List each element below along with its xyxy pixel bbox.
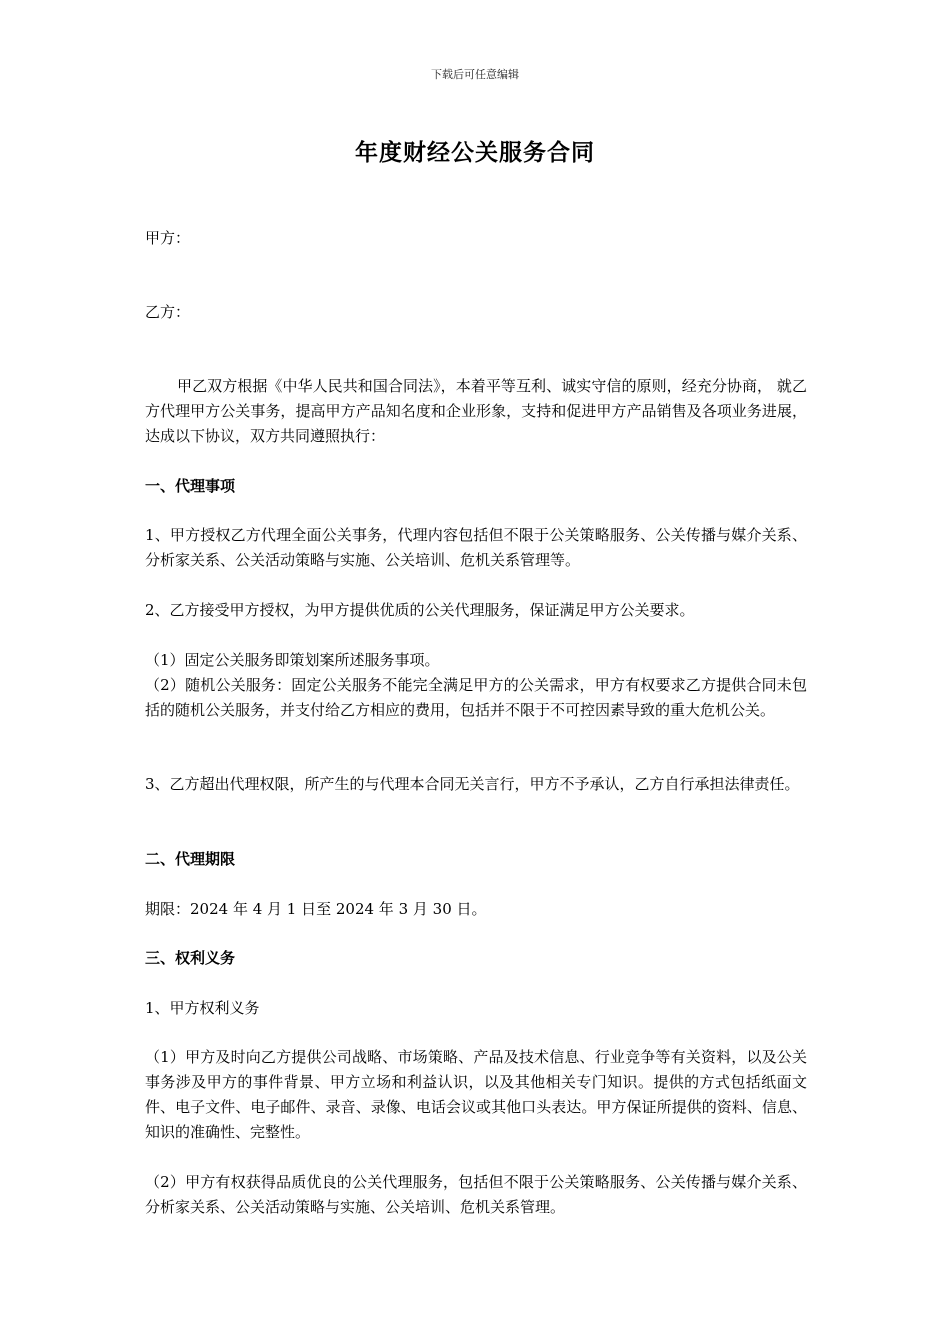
section-1-sub-2: （2）随机公关服务：固定公关服务不能完全满足甲方的公关需求，甲方有权要求乙方提供合同未包括的随机公关服务，并支付给乙方相应的费用，包括并不限于不可控因素导致的重大危机公关。: [145, 676, 807, 719]
section-1-heading: 一、代理事项: [145, 477, 236, 495]
section-1-sub-1: （1）固定公关服务即策划案所述服务事项。: [145, 651, 440, 669]
document-title: 年度财经公关服务合同: [355, 140, 595, 166]
section-1-item-2: 2、乙方接受甲方授权，为甲方提供优质的公关代理服务，保证满足甲方公关要求。: [145, 601, 695, 619]
party-b-line: 乙方：: [145, 303, 191, 321]
section-1-item-1: 1、甲方授权乙方代理全面公关事务，代理内容包括但不限于公关策略服务、公关传播与媒介关系、分析家关系、公关活动策略与实施、公关培训、危机关系管理等。: [145, 526, 807, 569]
section-3-sub-2: （2）甲方有权获得品质优良的公关代理服务，包括但不限于公关策略服务、公关传播与媒介关系、分析家关系、公关活动策略与实施、公关培训、危机关系管理。: [145, 1173, 807, 1216]
section-3-sub-1: （1）甲方及时向乙方提供公司战略、市场策略、产品及技术信息、行业竞争等有关资料，以及公关事务涉及甲方的事件背景、甲方立场和利益认识，以及其他相关专门知识。提供的方式包括纸面文件、电子文件、电子邮件、录音、录像、电话会议或其他口头表达。甲方保证所提供的资料、信息、知识的准确性、完整性。: [145, 1048, 807, 1141]
section-2-term: 期限：2024 年 4 月 1 日至 2024 年 3 月 30 日。: [145, 900, 487, 918]
section-1-item-3: 3、乙方超出代理权限，所产生的与代理本合同无关言行，甲方不予承认，乙方自行承担法律责任。: [145, 775, 800, 793]
section-3-heading: 三、权利义务: [145, 949, 236, 967]
intro-paragraph: 甲乙双方根据《中华人民共和国合同法》，本着平等互利、诚实守信的原则，经充分协商， 就乙方代理甲方公关事务，提高甲方产品知名度和企业形象，支持和促进甲方产品销售及各项业务进展，达成以下协议，双方共同遵照执行：: [145, 377, 807, 445]
party-a-line: 甲方：: [145, 229, 191, 247]
section-2-heading: 二、代理期限: [145, 850, 236, 868]
section-3-item-1: 1、甲方权利义务: [145, 999, 260, 1017]
header-note: 下载后可任意编辑: [431, 68, 519, 81]
